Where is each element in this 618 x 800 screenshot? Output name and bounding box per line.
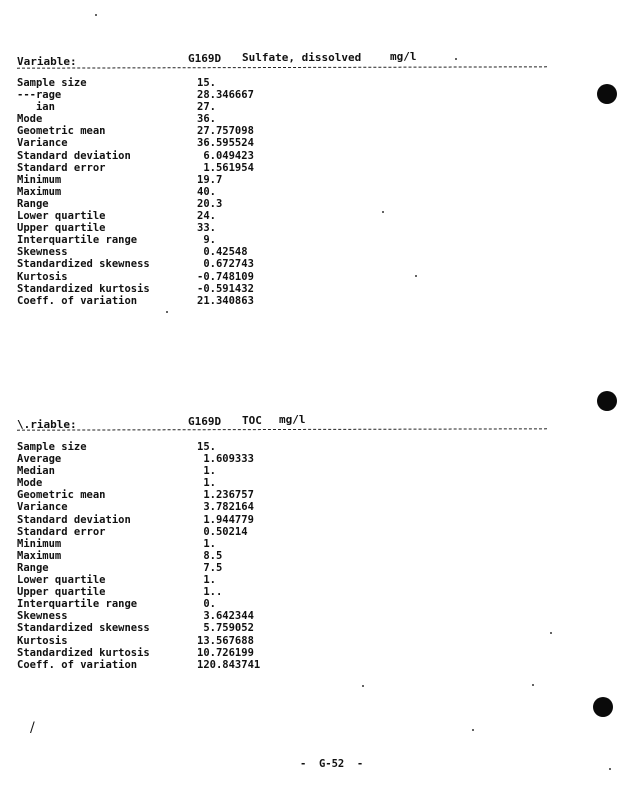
stat-row bbox=[17, 222, 317, 234]
stat-label: Geometric mean bbox=[17, 489, 106, 502]
stat-row bbox=[17, 162, 317, 174]
stat-value: 40. bbox=[197, 185, 216, 198]
stat-row bbox=[17, 610, 317, 622]
stat-value: 19.7 bbox=[197, 173, 223, 186]
section1-variable-description: Sulfate, dissolved bbox=[242, 51, 362, 64]
stat-label: Coeff. of variation bbox=[17, 658, 138, 671]
stat-label: Variance bbox=[17, 501, 68, 514]
stat-value: 27.757098 bbox=[197, 125, 254, 138]
stat-label: Average bbox=[17, 453, 62, 466]
stat-label: Skewness bbox=[17, 246, 68, 259]
scan-speck bbox=[472, 729, 474, 731]
stat-label: Kurtosis bbox=[17, 634, 68, 647]
stat-value: 33. bbox=[197, 222, 216, 235]
section1-variable-unit: mg/l bbox=[390, 50, 417, 63]
stat-row bbox=[17, 622, 317, 634]
stat-value: -0.748109 bbox=[197, 270, 254, 283]
stat-value: 24. bbox=[197, 210, 216, 223]
stat-row bbox=[17, 489, 317, 501]
stat-label: Minimum bbox=[17, 173, 62, 186]
section2-variable-code: G169D bbox=[188, 415, 222, 428]
stat-row bbox=[17, 562, 317, 574]
stat-value: 3.642344 bbox=[197, 610, 254, 623]
stat-value: 1.609333 bbox=[197, 453, 254, 466]
stat-value: 1.236757 bbox=[197, 489, 254, 502]
stat-label: ---rage bbox=[17, 89, 62, 102]
section2-variable-description: TOC bbox=[242, 414, 262, 427]
stat-value: 36.595524 bbox=[197, 137, 254, 150]
stat-value: 5.759052 bbox=[197, 622, 254, 635]
stat-row bbox=[17, 477, 317, 489]
stat-label: Maximum bbox=[17, 549, 62, 562]
scan-speck bbox=[362, 685, 364, 687]
stat-label: Standardized skewness bbox=[17, 258, 150, 271]
section2-stats-table bbox=[17, 441, 317, 671]
stat-row bbox=[17, 598, 317, 610]
stat-row bbox=[17, 514, 317, 526]
stat-label: Standardized kurtosis bbox=[17, 646, 150, 659]
stat-value: 13.567688 bbox=[197, 634, 254, 647]
stat-row bbox=[17, 150, 317, 162]
stat-label: Skewness bbox=[17, 610, 68, 623]
stat-row bbox=[17, 586, 317, 598]
stat-row bbox=[17, 198, 317, 210]
stat-row bbox=[17, 635, 317, 647]
stat-row bbox=[17, 550, 317, 562]
stat-row bbox=[17, 174, 317, 186]
stat-row bbox=[17, 283, 317, 295]
stat-label: Range bbox=[17, 197, 49, 210]
stat-row bbox=[17, 246, 317, 258]
stat-label: Coeff. of variation bbox=[17, 294, 138, 307]
stat-value: 21.340863 bbox=[197, 294, 254, 307]
stat-row bbox=[17, 137, 317, 149]
scan-speck bbox=[415, 275, 417, 277]
scan-speck bbox=[609, 768, 611, 770]
scan-speck bbox=[455, 58, 457, 60]
stat-value: 20.3 bbox=[197, 197, 223, 210]
stat-row bbox=[17, 89, 317, 101]
stat-row bbox=[17, 647, 317, 659]
punch-hole bbox=[593, 697, 613, 717]
stat-value: 1. bbox=[197, 465, 216, 478]
section2-variable-label: \.riable: bbox=[17, 418, 77, 431]
scan-speck bbox=[166, 311, 168, 313]
stat-value: 8.5 bbox=[197, 549, 223, 562]
stat-value: 120.843741 bbox=[197, 658, 261, 671]
stat-value: 0.672743 bbox=[197, 258, 254, 271]
stat-label: Mode bbox=[17, 113, 43, 126]
stat-row bbox=[17, 526, 317, 538]
stat-label: Standard error bbox=[17, 525, 106, 538]
stat-label: Standard deviation bbox=[17, 513, 131, 526]
stat-value: 7.5 bbox=[197, 561, 223, 574]
stat-label: Maximum bbox=[17, 185, 62, 198]
stat-row bbox=[17, 113, 317, 125]
stat-label: ian bbox=[17, 101, 55, 114]
stat-value: 9. bbox=[197, 234, 216, 247]
punch-hole bbox=[597, 84, 617, 104]
stat-value: 1.944779 bbox=[197, 513, 254, 526]
stat-row bbox=[17, 574, 317, 586]
stat-label: Upper quartile bbox=[17, 222, 106, 235]
stat-row bbox=[17, 501, 317, 513]
stat-label: Median bbox=[17, 465, 55, 478]
stat-label: Minimum bbox=[17, 537, 62, 550]
stat-value: 15. bbox=[197, 441, 216, 453]
stat-value: 1. bbox=[197, 537, 216, 550]
stat-row bbox=[17, 465, 317, 477]
stat-row bbox=[17, 538, 317, 550]
stat-row bbox=[17, 295, 317, 307]
scan-speck bbox=[95, 14, 97, 16]
section1-stats-table bbox=[17, 77, 317, 307]
stat-label: Sample size bbox=[17, 441, 87, 453]
stat-label: Kurtosis bbox=[17, 270, 68, 283]
scan-mark: / bbox=[30, 720, 35, 736]
stat-value: 36. bbox=[197, 113, 216, 126]
stat-value: 1. bbox=[197, 574, 216, 587]
stat-row bbox=[17, 659, 317, 671]
stat-value: -0.591432 bbox=[197, 282, 254, 295]
stat-label: Geometric mean bbox=[17, 125, 106, 138]
stat-label: Standard error bbox=[17, 161, 106, 174]
section1-variable-label: Variable: bbox=[17, 55, 77, 68]
stat-row bbox=[17, 101, 317, 113]
stat-row bbox=[17, 258, 317, 270]
stat-row bbox=[17, 125, 317, 137]
stat-value: 0. bbox=[197, 598, 216, 611]
stat-value: 1.561954 bbox=[197, 161, 254, 174]
stat-value: 0.42548 bbox=[197, 246, 248, 259]
stat-label: Range bbox=[17, 561, 49, 574]
stat-label: Variance bbox=[17, 137, 68, 150]
stat-value: 6.049423 bbox=[197, 149, 254, 162]
stat-row bbox=[17, 210, 317, 222]
stat-value: 15. bbox=[197, 77, 216, 89]
stat-value: 1. bbox=[197, 477, 216, 490]
scan-speck bbox=[382, 211, 384, 213]
stat-row bbox=[17, 234, 317, 246]
page-number: - G-52 - bbox=[300, 758, 364, 770]
stat-label: Sample size bbox=[17, 77, 87, 89]
stat-label: Standardized skewness bbox=[17, 622, 150, 635]
section2-variable-unit: mg/l bbox=[279, 413, 306, 426]
stat-label: Standardized kurtosis bbox=[17, 282, 150, 295]
stat-value: 28.346667 bbox=[197, 89, 254, 102]
stat-row bbox=[17, 271, 317, 283]
stat-label: Lower quartile bbox=[17, 574, 106, 587]
punch-hole bbox=[597, 391, 617, 411]
stat-label: Mode bbox=[17, 477, 43, 490]
stat-label: Upper quartile bbox=[17, 586, 106, 599]
stat-value: 1.. bbox=[197, 586, 223, 599]
stat-value: 10.726199 bbox=[197, 646, 254, 659]
section1-variable-code: G169D bbox=[188, 52, 222, 65]
stat-label: Interquartile range bbox=[17, 598, 138, 611]
stat-label: Lower quartile bbox=[17, 210, 106, 223]
stat-row bbox=[17, 453, 317, 465]
scan-speck bbox=[532, 684, 534, 686]
scan-speck bbox=[550, 632, 552, 634]
stat-value: 3.782164 bbox=[197, 501, 254, 514]
stat-value: 27. bbox=[197, 101, 216, 114]
stat-row bbox=[17, 77, 317, 89]
stat-label: Standard deviation bbox=[17, 149, 131, 162]
stat-row bbox=[17, 186, 317, 198]
stat-row bbox=[17, 441, 317, 453]
stat-value: 0.50214 bbox=[197, 525, 248, 538]
stat-label: Interquartile range bbox=[17, 234, 138, 247]
